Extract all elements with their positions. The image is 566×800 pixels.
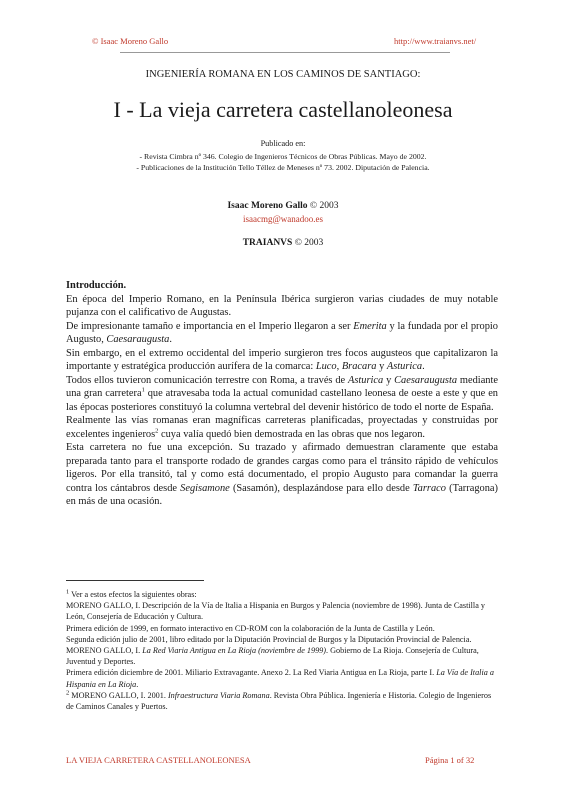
footnote-ref[interactable]: 2 xyxy=(155,427,159,435)
paragraph: Esta carretera no fue una excepción. Su trazado y afirmado demuestran claramente que estaba preparada tanto para el transporte rodado de grandes cargas como para el tránsito rápido de vehículos ligeros. Por ella transitó, tal y como está documentado, el propio Augusto para comandar la guerra contra los cántabros desde Segisamone (Sasamón), desplazándose para ello desde Tarraco (Tarragona) en más de una ocasión. xyxy=(66,442,498,507)
paragraph: En época del Imperio Romano, en la Península Ibérica surgieron varias ciudades de muy notable pujanza con el calificativo de Augustas. xyxy=(66,293,498,318)
author-year: © 2003 xyxy=(309,201,339,211)
page-number: Página 1 of 32 xyxy=(425,755,475,765)
publisher-name: TRAIANVS xyxy=(242,238,293,248)
footnote-line: MORENO GALLO, I. Descripción de la Vía de Italia a Hispania en Burgos y Palencia (noviembre de 1998). Junta de Castilla y León, Consejería de Educación y Cultura. xyxy=(66,601,485,622)
watermark xyxy=(4,40,40,760)
paragraph: Realmente las vías romanas eran magníficas carreteras planificadas, proyectadas y construidas por excelentes ingenieros$^2$ cuya valía quedó bien demostrada en las obras que nos legaron. xyxy=(66,415,498,440)
author-email[interactable]: isaacmg@wanadoo.es xyxy=(242,214,323,224)
header-author: © Isaac Moreno Gallo xyxy=(92,36,169,46)
published-label: Publicado en: xyxy=(260,139,306,148)
footnotes xyxy=(66,589,498,712)
paragraph: Sin embargo, en el extremo occidental del imperio surgieron tres focos augusteos que capitalizaron la importante y estratégica producción aurífera de la comarca: Luco, Bracara y Asturica. xyxy=(66,347,498,372)
footnote: $^1$ Ver a estos efectos la siguientes obras: xyxy=(66,588,197,599)
page-title: I - La vieja carretera castellanoleonesa xyxy=(113,97,453,122)
published-item: - Publicaciones de la Institución Tello Téllez de Meneses nº 73. 2002. Diputación de Palencia. xyxy=(136,163,430,172)
footnote: $^2$ MORENO GALLO, I. 2001. Infraestructura Viaria Romana. Revista Obra Pública. Ingeniería e Historia. Colegio de Ingenieros de Caminos Canales y Puertos. xyxy=(66,689,492,712)
published-item: - Revista Cimbra nº 346. Colegio de Ingenieros Técnicos de Obras Públicas. Mayo de 2002. xyxy=(139,152,427,161)
publisher-line xyxy=(60,238,506,248)
footer-title: LA VIEJA CARRETERA CASTELLANOLEONESA xyxy=(66,755,251,765)
footnote-line: Segunda edición julio de 2001, libro editado por la Diputación Provincial de Burgos y la Diputación Provincial de Palencia. xyxy=(66,634,472,644)
footnote-line: Primera edición diciembre de 2001. Miliario Extravagante. Anexo 2. La Red Viaria Antigua en La Rioja, parte I. La Vía de Italia a Hispania en La Rioja. xyxy=(66,668,494,689)
kicker: INGENIERÍA ROMANA EN LOS CAMINOS DE SANTIAGO: xyxy=(145,69,421,80)
footnote-line: Primera edición de 1999, en formato interactivo en CD-ROM con la colaboración de la Junta de Castilla y León. xyxy=(66,623,435,633)
intro-section xyxy=(66,279,498,509)
publisher-year: © 2003 xyxy=(294,238,324,248)
footnote-line: MORENO GALLO, I. La Red Viaria Antigua en La Rioja (noviembre de 1999). Gobierno de La Rioja. Consejería de Cultura, Juventud y Deportes. xyxy=(66,646,479,667)
paragraph: De impresionante tamaño e importancia en el Imperio llegaron a ser Emerita y la fundada por el propio Augusto, Caesaraugusta. xyxy=(66,320,498,345)
footnote-divider xyxy=(66,580,204,581)
author-name: Isaac Moreno Gallo xyxy=(227,201,308,211)
footnote-ref[interactable]: 1 xyxy=(141,386,145,394)
paragraph: Todos ellos tuvieron comunicación terrestre con Roma, a través de Asturica y Caesaraugusta mediante una gran carretera$^1$ que atravesaba toda la actual comunidad castellano leonesa de oeste a este y que en las épocas posteriores constituyó la columna vertebral del devenir histórico de todo el norte de España. xyxy=(66,374,498,413)
header-url[interactable]: http://www.traianvs.net/ xyxy=(394,36,477,46)
author-line xyxy=(60,201,506,211)
section-heading: Introducción. xyxy=(66,280,127,291)
header-divider xyxy=(120,52,450,53)
